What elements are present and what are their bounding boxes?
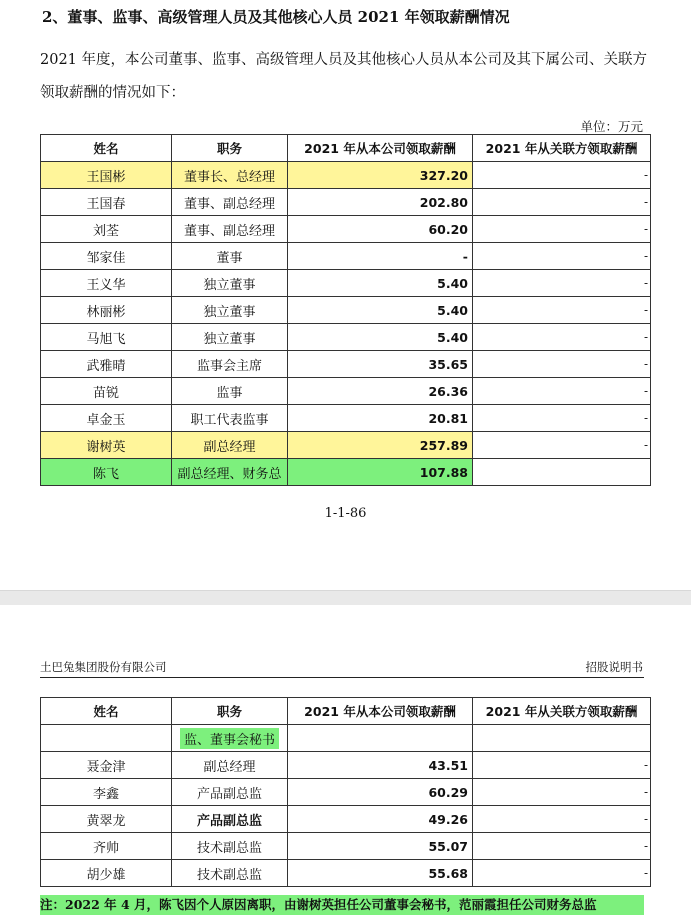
table-row — [41, 459, 651, 486]
table-row — [41, 162, 651, 189]
cell-title: 职工代表监事 — [172, 405, 288, 432]
cell-name: 王义华 — [41, 270, 172, 297]
cell-title: 董事、副总经理 — [172, 216, 288, 243]
cell-pay-related — [473, 725, 651, 752]
cell-pay-related: - — [473, 324, 651, 351]
cell-pay-related: - — [473, 752, 651, 779]
cell-pay-company: 20.81 — [288, 405, 473, 432]
table-row — [41, 270, 651, 297]
cell-title: 技术副总监 — [172, 833, 288, 860]
cell-pay-company: 5.40 — [288, 297, 473, 324]
cell-title: 产品副总监 — [172, 779, 288, 806]
header-title: 职务 — [172, 135, 288, 162]
table-header-row — [41, 698, 651, 725]
cell-pay-company: 55.68 — [288, 860, 473, 887]
cell-title: 独立董事 — [172, 270, 288, 297]
cell-title: 技术副总监 — [172, 860, 288, 887]
table-row — [41, 752, 651, 779]
header-pay-related: 2021 年从关联方领取薪酬 — [473, 135, 651, 162]
table-row — [41, 725, 651, 752]
cell-pay-company: 26.36 — [288, 378, 473, 405]
cell-pay-company: 202.80 — [288, 189, 473, 216]
document-type-header: 招股说明书 — [585, 660, 643, 674]
unit-label: 单位：万元 — [580, 119, 643, 134]
cell-pay-related — [473, 459, 651, 486]
cell-pay-related: - — [473, 270, 651, 297]
section-heading: 2、董事、监事、高级管理人员及其他核心人员 2021 年领取薪酬情况 — [42, 8, 510, 26]
header-rule — [40, 677, 644, 678]
cell-pay-company: 327.20 — [288, 162, 473, 189]
cell-name: 刘荃 — [41, 216, 172, 243]
table-row — [41, 324, 651, 351]
cell-name: 齐帅 — [41, 833, 172, 860]
cell-pay-related: - — [473, 216, 651, 243]
cell-name: 黄翠龙 — [41, 806, 172, 833]
cell-pay-related: - — [473, 806, 651, 833]
cell-name: 谢树英 — [41, 432, 172, 459]
cell-pay-related: - — [473, 162, 651, 189]
cell-title: 监事会主席 — [172, 351, 288, 378]
cell-name: 卓金玉 — [41, 405, 172, 432]
cell-pay-company: 5.40 — [288, 270, 473, 297]
cell-pay-company: 55.07 — [288, 833, 473, 860]
cell-title: 董事长、总经理 — [172, 162, 288, 189]
company-name-header: 土巴兔集团股份有限公司 — [40, 660, 167, 674]
table-row — [41, 779, 651, 806]
cell-title: 副总经理 — [172, 752, 288, 779]
cell-name: 苗锐 — [41, 378, 172, 405]
cell-pay-related: - — [473, 405, 651, 432]
header-pay-company: 2021 年从本公司领取薪酬 — [288, 698, 473, 725]
cell-name: 马旭飞 — [41, 324, 172, 351]
cell-title: 独立董事 — [172, 297, 288, 324]
compensation-table-part2 — [40, 697, 651, 887]
table-row — [41, 860, 651, 887]
header-name: 姓名 — [41, 698, 172, 725]
cell-pay-related: - — [473, 297, 651, 324]
cell-pay-company: 43.51 — [288, 752, 473, 779]
table-row — [41, 216, 651, 243]
cell-name: 武雅晴 — [41, 351, 172, 378]
cell-pay-company: 5.40 — [288, 324, 473, 351]
cell-pay-company: 60.29 — [288, 779, 473, 806]
table-row — [41, 351, 651, 378]
cell-title: 独立董事 — [172, 324, 288, 351]
cell-pay-company: 35.65 — [288, 351, 473, 378]
document-page-2 — [0, 605, 691, 922]
cell-name: 聂金津 — [41, 752, 172, 779]
table-row — [41, 189, 651, 216]
cell-pay-related: - — [473, 833, 651, 860]
intro-paragraph: 2021 年度，本公司董事、监事、高级管理人员及其他核心人员从本公司及其下属公司、关联方领取薪酬的情况如下： — [40, 52, 648, 101]
cell-name — [41, 725, 172, 752]
cell-pay-related: - — [473, 351, 651, 378]
cell-pay-related: - — [473, 432, 651, 459]
cell-title: 董事 — [172, 243, 288, 270]
table-row — [41, 405, 651, 432]
table-row — [41, 432, 651, 459]
cell-title: 董事、副总经理 — [172, 189, 288, 216]
cell-name: 王国彬 — [41, 162, 172, 189]
cell-pay-company: 60.20 — [288, 216, 473, 243]
cell-title: 监事 — [172, 378, 288, 405]
cell-pay-company: 107.88 — [288, 459, 473, 486]
cell-pay-company: 257.89 — [288, 432, 473, 459]
cell-pay-related: - — [473, 378, 651, 405]
table-row — [41, 833, 651, 860]
highlighted-title-text: 监、董事会秘书 — [180, 728, 279, 749]
cell-pay-company: - — [288, 243, 473, 270]
header-pay-company: 2021 年从本公司领取薪酬 — [288, 135, 473, 162]
table-row — [41, 297, 651, 324]
cell-name: 陈飞 — [41, 459, 172, 486]
table-row — [41, 378, 651, 405]
cell-pay-company — [288, 725, 473, 752]
cell-title: 产品副总监 — [172, 806, 288, 833]
cell-pay-related: - — [473, 860, 651, 887]
table-row — [41, 243, 651, 270]
cell-name: 王国春 — [41, 189, 172, 216]
cell-pay-related: - — [473, 243, 651, 270]
cell-title: 副总经理、财务总 — [172, 459, 288, 486]
table-row — [41, 806, 651, 833]
cell-pay-related: - — [473, 779, 651, 806]
compensation-table-part1 — [40, 134, 651, 486]
header-pay-related: 2021 年从关联方领取薪酬 — [473, 698, 651, 725]
header-name: 姓名 — [41, 135, 172, 162]
cell-pay-company: 49.26 — [288, 806, 473, 833]
cell-name: 林丽彬 — [41, 297, 172, 324]
page-separator — [0, 590, 691, 606]
cell-name: 胡少雄 — [41, 860, 172, 887]
cell-pay-related: - — [473, 189, 651, 216]
table-header-row — [41, 135, 651, 162]
cell-title: 副总经理 — [172, 432, 288, 459]
cell-name: 李鑫 — [41, 779, 172, 806]
cell-name: 邹家佳 — [41, 243, 172, 270]
header-title: 职务 — [172, 698, 288, 725]
page-number: 1-1-86 — [324, 506, 367, 521]
cell-title — [172, 725, 288, 752]
footnote-highlighted: 注：2022 年 4 月，陈飞因个人原因离职，由谢树英担任公司董事会秘书，范丽霞担任公司财务总监 — [40, 895, 644, 915]
